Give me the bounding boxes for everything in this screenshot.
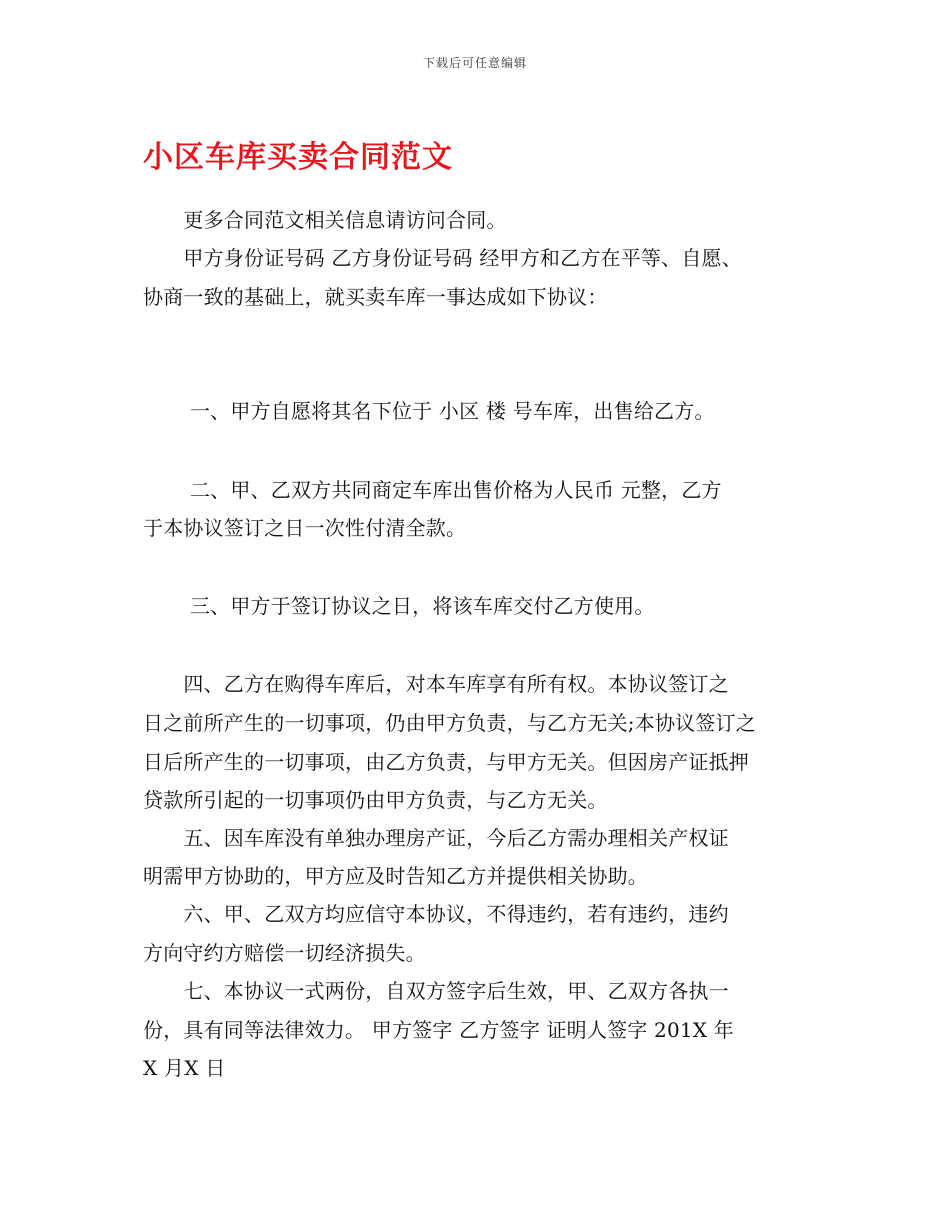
clause-5-line-2: 明需甲方协助的，甲方应及时告知乙方并提供相关协助。 (143, 864, 648, 888)
clause-6-line-1: 六、甲、乙双方均应信守本协议，不得违约，若有违约，违约 (143, 902, 729, 926)
clause-6-line-2: 方向守约方赔偿一切经济损失。 (143, 941, 426, 965)
clause-4-line-4: 贷款所引起的一切事项仍由甲方负责，与乙方无关。 (143, 788, 608, 812)
clause-7-line-1: 七、本协议一式两份，自双方签字后生效，甲、乙双方各执一 (143, 979, 729, 1003)
clause-3: 三、甲方于签订协议之日，将该车库交付乙方使用。 (143, 594, 655, 618)
signature-line: 份，具有同等法律效力。 甲方签字 乙方签字 证明人签字 201X 年 (143, 1018, 734, 1042)
clause-2-line-2: 于本协议签订之日一次性付清全款。 (143, 516, 467, 540)
document-title: 小区车库买卖合同范文 (143, 140, 453, 175)
clause-4-line-2: 日之前所产生的一切事项，仍由甲方负责，与乙方无关;本协议签订之 (143, 711, 756, 735)
paragraph-intro: 更多合同范文相关信息请访问合同。 (143, 208, 507, 232)
clause-4-line-1: 四、乙方在购得车库后，对本车库享有所有权。本协议签订之 (143, 672, 729, 696)
header-note: 下载后可任意编辑 (422, 56, 527, 70)
date-line: X 月X 日 (143, 1056, 226, 1080)
paragraph-parties-line-1: 甲方身份证号码 乙方身份证号码 经甲方和乙方在平等、自愿、 (143, 246, 742, 270)
clause-5-line-1: 五、因车库没有单独办理房产证，今后乙方需办理相关产权证 (143, 826, 729, 850)
paragraph-parties-line-2: 协商一致的基础上，就买卖车库一事达成如下协议： (143, 285, 608, 309)
clause-4-line-3: 日后所产生的一切事项，由乙方负责，与甲方无关。但因房产证抵押 (143, 750, 749, 774)
clause-2-line-1: 二、甲、乙双方共同商定车库出售价格为人民币 元整，乙方 (143, 478, 722, 502)
clause-1: 一、甲方自愿将其名下位于 小区 楼 号车库，出售给乙方。 (143, 399, 715, 423)
